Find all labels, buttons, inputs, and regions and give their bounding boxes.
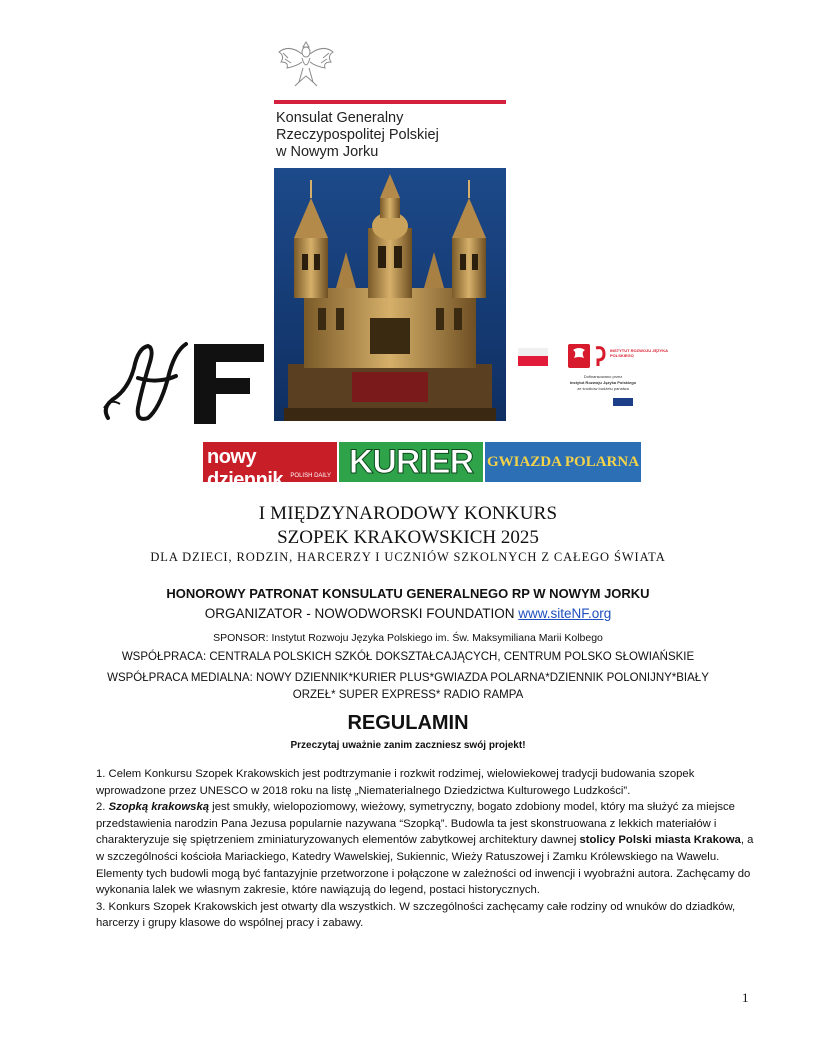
polish-eagle-emblem <box>275 38 337 90</box>
rule-2-term: Szopką krakowską <box>108 801 210 814</box>
nowy-dziennik-text: nowy dziennik <box>207 446 284 491</box>
regulamin-heading: REGULAMIN <box>347 712 469 734</box>
kurier-logo <box>339 442 483 482</box>
title-line-1: I MIĘDZYNARODOWY KONKURS <box>258 503 558 524</box>
rule-2-krakow: stolicy Polski miasta Krakowa <box>579 834 741 847</box>
title-line-3: DLA DZIECI, RODZIN, HARCERZY I UCZNIÓW SZKOLNYCH Z CAŁEGO ŚWIATA <box>150 550 666 564</box>
gwiazda-polarna-logo <box>485 442 641 482</box>
rule-paragraph-2 <box>96 799 756 899</box>
ijp-logo-name: INSTYTUT ROZWOJU JĘZYKA POLSKIEGO <box>610 348 668 358</box>
read-carefully-note: Przeczytaj uważnie zanim zaczniesz swój projekt! <box>290 740 526 751</box>
media-cooperation-line-2: ORZEŁ* SUPER EXPRESS* RADIO RAMPA <box>292 689 524 701</box>
organizer-label: ORGANIZATOR - NOWODWORSKI FOUNDATION <box>204 606 519 621</box>
funding-note-1: Dofinansowano przez <box>583 374 623 379</box>
rule-2-text-b: , a w szczególności kościoła Mariackiego, Katedry Wawelskiej, Sukiennic, Wieży Ratuszowej i Zamku Królewskiego na Wawelu. Elementy tych budowli mogą być fantazyjnie przetworzone i połączone w zależności od inwencji i wyobraźni autora. Zachęcamy do wykonania lalek we własnym zakresie, które nawiązują do legend, postaci historycznych. <box>96 834 754 897</box>
consulate-line-1: Konsulat Generalny <box>276 110 404 126</box>
nowy-dziennik-sub: POLISH DAILY <box>290 473 331 479</box>
media-cooperation-line-1: WSPÓŁPRACA MEDIALNA: NOWY DZIENNIK*KURIER PLUS*GWIAZDA POLARNA*DZIENNIK POLONIJNY*BIAŁY <box>107 672 709 684</box>
rule-2-text-a: jest smukły, wielopoziomowy, wieżowy, symetryczny, bogato zdobiony model, który ma służyć za miejsce przedstawienia narodzin Pana Jezusa popularnie nazywana “Szopką”. Budowla ta jest skonstruowana z lekkich materiałów i charakteryzuje się spiętrzeniem zminiaturyzowanych elementów zabytkowej architektury dawnej <box>96 801 735 847</box>
rule-2-number: 2. <box>96 801 109 814</box>
consulate-line-3: w Nowym Jorku <box>276 144 379 160</box>
funding-note-2: Instytut Rozwoju Języka Polskiego <box>569 380 637 385</box>
szopka-photo <box>274 168 506 421</box>
gwiazda-text: GWIAZDA POLARNA <box>486 454 640 470</box>
media-cooperation <box>0 670 816 704</box>
consulate-name <box>276 110 506 161</box>
consulate-line-2: Rzeczypospolitej Polskiej <box>276 127 439 143</box>
cooperation-line: WSPÓŁPRACA: CENTRALA POLSKICH SZKÓŁ DOKSZTAŁCAJĄCYCH, CENTRUM POLSKO SŁOWIAŃSKIE <box>121 651 695 663</box>
nf-foundation-logo <box>98 338 266 426</box>
rules-body <box>96 766 756 932</box>
consulate-red-line <box>274 100 506 104</box>
ijp-sponsor-logo <box>518 340 683 410</box>
rule-paragraph-1: 1. Celem Konkursu Szopek Krakowskich jest podtrzymanie i rozkwit rodzimej, wielowiekowej tradycji budowania szopek wprowadzone przez UNESCO w 2018 roku na listę „Niematerialnego Dziedzictwa Kulturowego Ludzkości”. <box>96 768 695 797</box>
rule-paragraph-3: 3. Konkurs Szopek Krakowskich jest otwarty dla wszystkich. W szczególności zachęcamy całe rodziny od wnuków do dziadków, harcerzy i grupy klasowe do wspólnej pracy i zabawy. <box>96 900 736 930</box>
honorary-patronage: HONOROWY PATRONAT KONSULATU GENERALNEGO RP W NOWYM JORKU <box>166 586 650 601</box>
kurier-text: KURIER <box>348 443 474 481</box>
nowy-dziennik-logo <box>203 442 337 491</box>
page-number: 1 <box>742 990 749 1005</box>
title-line-2: SZOPEK KRAKOWSKICH 2025 <box>277 527 539 548</box>
organizer-website-link[interactable]: www.siteNF.org <box>518 606 612 621</box>
sponsor-line: SPONSOR: Instytut Rozwoju Języka Polskiego im. Św. Maksymiliana Marii Kolbego <box>213 632 603 644</box>
organizer-line <box>0 606 816 621</box>
funding-note-3: ze środków budżetu państwa <box>577 386 629 391</box>
